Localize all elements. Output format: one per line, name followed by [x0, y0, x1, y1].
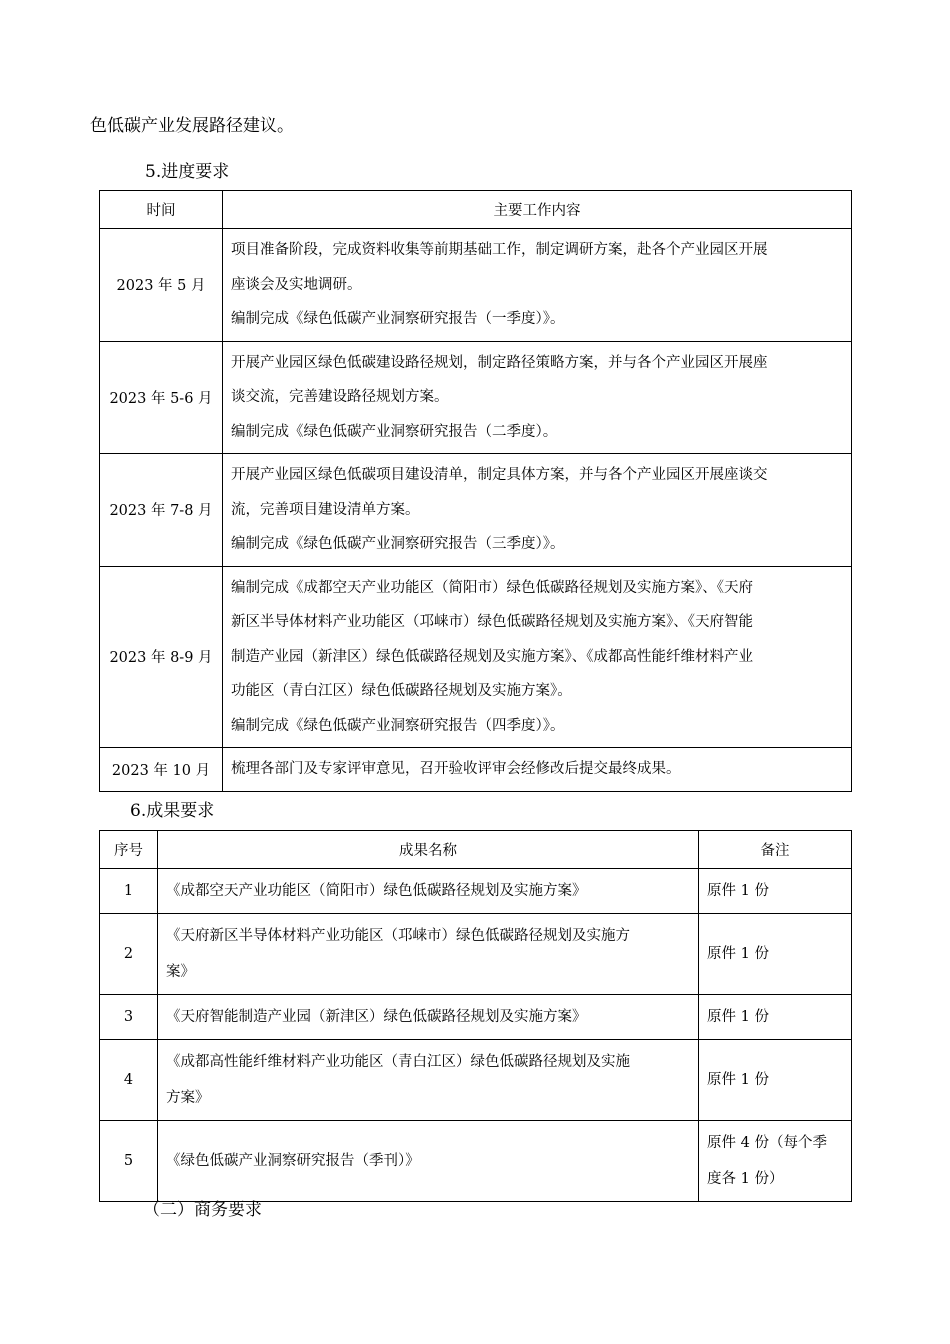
deliverables-header-no: 序号: [100, 831, 158, 869]
schedule-header-row: [100, 191, 852, 229]
deliverable-name: [158, 1121, 699, 1202]
name-line: 《天府新区半导体材料产业功能区（邛崃市）绿色低碳路径规划及实施方: [166, 928, 630, 944]
content-line: 开展产业园区绿色低碳项目建设清单，制定具体方案，并与各个产业园区开展座谈交: [231, 467, 768, 483]
deliverable-note: [699, 1040, 852, 1121]
schedule-content: [223, 454, 852, 567]
deliverable-no: 2: [100, 914, 158, 995]
deliverable-row: [100, 914, 852, 995]
schedule-content: [223, 341, 852, 454]
name-line: 方案》: [166, 1090, 210, 1106]
schedule-header-time: 时间: [100, 191, 223, 229]
deliverable-row: [100, 1040, 852, 1121]
schedule-time: 2023 年 5 月: [100, 229, 223, 342]
section5-heading: 5.进度要求: [145, 162, 230, 182]
deliverable-name: [158, 1040, 699, 1121]
deliverable-no: 1: [100, 869, 158, 914]
deliverables-header-name: 成果名称: [158, 831, 699, 869]
content-line: 编制完成《绿色低碳产业洞察研究报告（二季度）。: [231, 423, 558, 440]
schedule-header-content: 主要工作内容: [223, 191, 852, 229]
content-line: 功能区（青白江区）绿色低碳路径规划及实施方案》。: [231, 683, 572, 699]
schedule-row: [100, 229, 852, 342]
content-line: 编制完成《绿色低碳产业洞察研究报告（四季度）》。: [231, 717, 565, 734]
deliverable-row: [100, 1121, 852, 1202]
section6-heading: 6.成果要求: [130, 801, 215, 821]
deliverables-header-note: 备注: [699, 831, 852, 869]
deliverable-name: [158, 869, 699, 914]
schedule-row: [100, 341, 852, 454]
content-line: 开展产业园区绿色低碳建设路径规划，制定路径策略方案，并与各个产业园区开展座: [231, 354, 768, 371]
business-heading: （二）商务要求: [143, 1200, 262, 1220]
note-line: 原件 1 份: [707, 883, 769, 899]
content-line: 新区半导体材料产业功能区（邛崃市）绿色低碳路径规划及实施方案》、《天府智能: [231, 614, 753, 630]
content-line: 编制完成《绿色低碳产业洞察研究报告（一季度）》。: [231, 311, 565, 327]
schedule-content: [223, 748, 852, 792]
schedule-row: [100, 748, 852, 792]
content-line: 编制完成《绿色低碳产业洞察研究报告（三季度）》。: [231, 536, 565, 552]
name-line: 《成都空天产业功能区（简阳市）绿色低碳路径规划及实施方案》: [166, 883, 587, 899]
content-line: 梳理各部门及专家评审意见，召开验收评审会经修改后提交最终成果。: [231, 761, 681, 777]
deliverable-no: 5: [100, 1121, 158, 1202]
content-line: 编制完成《成都空天产业功能区（简阳市）绿色低碳路径规划及实施方案》、《天府: [231, 579, 753, 596]
deliverables-table: [99, 830, 852, 1202]
content-line: 制造产业园（新津区）绿色低碳路径规划及实施方案》、《成都高性能纤维材料产业: [231, 648, 753, 665]
schedule-time: 2023 年 5-6 月: [100, 341, 223, 454]
schedule-row: [100, 454, 852, 567]
schedule-time: 2023 年 10 月: [100, 748, 223, 792]
schedule-time: 2023 年 8-9 月: [100, 566, 223, 748]
note-line: 原件 1 份: [707, 1009, 769, 1025]
deliverable-note: [699, 914, 852, 995]
deliverable-note: [699, 995, 852, 1040]
schedule-content: [223, 566, 852, 748]
schedule-time: 2023 年 7-8 月: [100, 454, 223, 567]
note-line: 原件 4 份（每个季: [707, 1135, 827, 1151]
schedule-content: [223, 229, 852, 342]
name-line: 《天府智能制造产业园（新津区）绿色低碳路径规划及实施方案》: [166, 1009, 587, 1025]
deliverable-name: [158, 914, 699, 995]
schedule-table: [99, 190, 852, 792]
content-line: 流，完善项目建设清单方案。: [231, 501, 420, 518]
deliverable-no: 3: [100, 995, 158, 1040]
name-line: 《成都高性能纤维材料产业功能区（青白江区）绿色低碳路径规划及实施: [166, 1054, 630, 1070]
content-line: 谈交流，完善建设路径规划方案。: [231, 389, 449, 405]
note-line: 原件 1 份: [707, 946, 769, 962]
name-line: 《绿色低碳产业洞察研究报告（季刊）》: [166, 1153, 420, 1169]
deliverable-no: 4: [100, 1040, 158, 1121]
deliverables-header-row: [100, 831, 852, 869]
deliverable-row: [100, 869, 852, 914]
name-line: 案》: [166, 964, 195, 980]
note-line: 度各 1 份）: [707, 1171, 784, 1187]
intro-line: 色低碳产业发展路径建议。: [90, 116, 294, 136]
deliverable-note: [699, 869, 852, 914]
schedule-row: [100, 566, 852, 748]
deliverable-name: [158, 995, 699, 1040]
deliverable-row: [100, 995, 852, 1040]
note-line: 原件 1 份: [707, 1072, 769, 1088]
deliverable-note: [699, 1121, 852, 1202]
content-line: 项目准备阶段，完成资料收集等前期基础工作，制定调研方案，赴各个产业园区开展: [231, 242, 768, 258]
content-line: 座谈会及实地调研。: [231, 276, 362, 293]
